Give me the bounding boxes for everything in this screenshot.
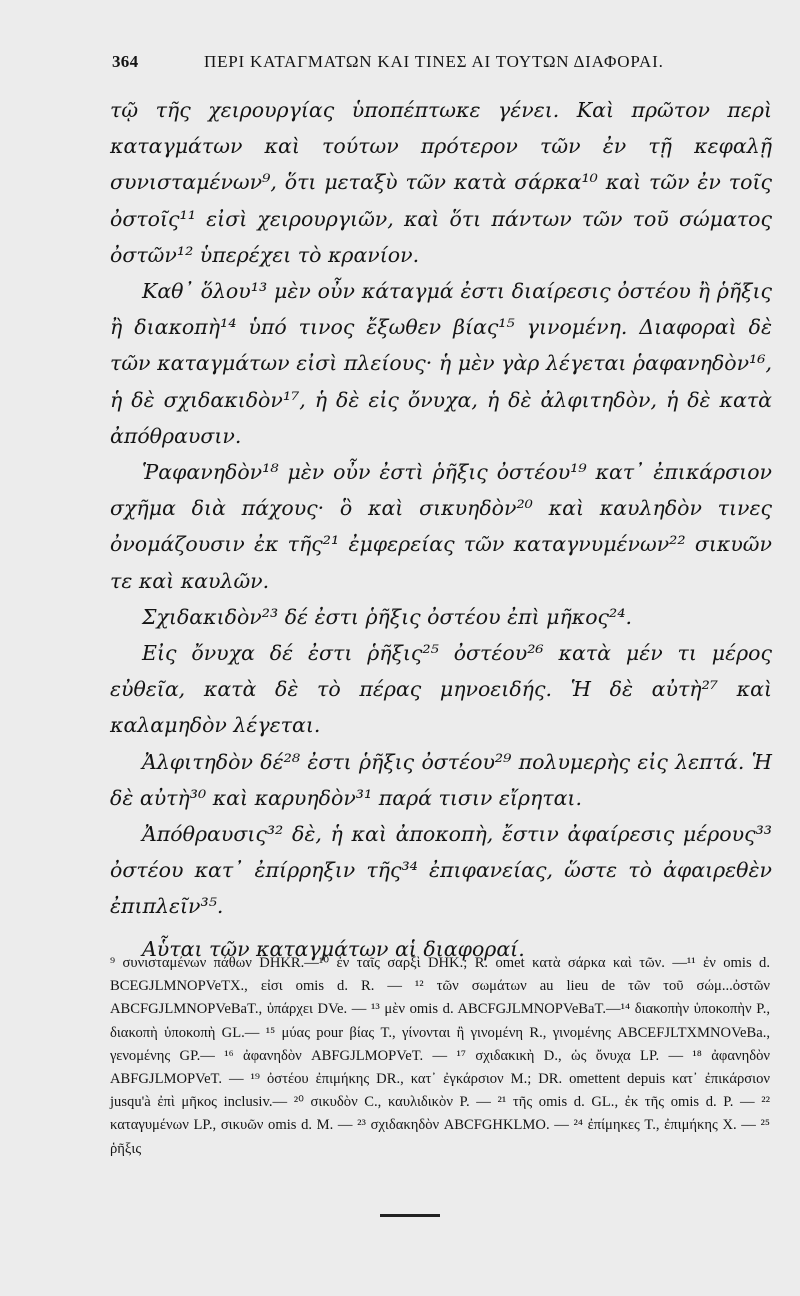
paragraph: τῷ τῆς χειρουργίας ὑποπέπτωκε γένει. Καὶ πρῶτον περὶ καταγμάτων καὶ τούτων πρότερον τῶν ἐν τῇ κεφαλῇ συνισταμένων⁹, ὅτι μεταξὺ τῶν κατὰ σάρκα¹⁰ καὶ τῶν ἐν τοῖς ὀστοῖς¹¹ εἰσὶ χειρουργιῶν, καὶ ὅτι πάντων τῶν τοῦ σώματος ὀστῶν¹² ὑπερέχει τὸ κρανίον. — [110, 98, 772, 267]
paragraph: Σχιδακιδὸν²³ δέ ἐστι ῥῆξις ὀστέου ἐπὶ μῆκος²⁴. — [142, 604, 632, 629]
running-header — [112, 52, 782, 80]
running-title: ΠΕΡΙ ΚΑΤΑΓΜΑΤΩΝ ΚΑΙ ΤΙΝΕΣ ΑΙ ΤΟΥΤΩΝ ΔΙΑΦΟΡΑΙ. — [204, 52, 664, 71]
paragraph: Καθ᾽ ὅλου¹³ μὲν οὖν κάταγμά ἐστι διαίρεσις ὀστέου ἢ ῥῆξις ἢ διακοπὴ¹⁴ ὑπό τινος ἔξωθεν βίας¹⁵ γινομένη. Διαφοραὶ δὲ τῶν καταγμάτων εἰσὶ πλείους· ἡ μὲν γὰρ λέγεται ῥαφανηδὸν¹⁶, ἡ δὲ σχιδακιδὸν¹⁷, ἡ δὲ εἰς ὄνυχα, ἡ δὲ ἀλφιτηδὸν, ἡ δὲ κατὰ ἀπόθραυσιν. — [110, 279, 772, 448]
separator-rule — [380, 1214, 440, 1217]
page-number: 364 — [112, 52, 139, 71]
main-text — [110, 92, 772, 967]
paragraph: Ἀπόθραυσις³² δὲ, ἡ καὶ ἀποκοπὴ, ἔστιν ἀφαίρεσις μέρους³³ ὀστέου κατ᾽ ἐπίρρηξιν τῆς³⁴ ἐπιφανείας, ὥστε τὸ ἀφαιρεθὲν ἐπιπλεῖν³⁵. — [110, 822, 772, 919]
footnote-text: ⁹ συνισταμένων πάθων DHKR.—¹⁰ ἐν ταῖς σαρξὶ DHK.; R. omet κατὰ σάρκα καὶ τῶν. —¹¹ ἐν omis d. BCEGJLMNOPVeTX., εἰσι omis d. R. — ¹² τῶν σωμάτων au lieu de τῶν τοῦ σώμ...ὀστῶν ABCFGJLMNOPVeBaT., ὑπάρχει DVe. — ¹³ μὲν omis d. ABCFGJLMNOPVeBaT.—¹⁴ διακοπὴν ὑποκοπὴν P., διακοπὴ ὑποκοπὴ GL.— ¹⁵ μύας pour βίας T., γίνονται ἢ γινομένη R., γινομένης ABCEFJLTXMNOVeBa., γενομένης GP.— ¹⁶ ἀφανηδὸν ABFGJLMOPVeT. — ¹⁷ σχιδακικὴ D., ὡς ὄνυχα LP. — ¹⁸ ἀφανηδὸν ABFGJLMOPVeT. — ¹⁹ ὀστέου ἐπιμήκης DR., κατ᾽ ἐγκάρσιον M.; DR. omettent depuis κατ᾽ ἐπικάρσιον jusqu'à ἐπὶ μῆκος inclusiv.— ²⁰ σικυδὸν C., καυλιδικὸν P. — ²¹ τῆς omis d. GL., ἐκ τῆς omis d. P. — ²² καταγυμένων LP., σικυῶν omis d. M. — ²³ σχιδακηδὸν ABCFGHKLMO. — ²⁴ ἐπίμηκες T., ἐπιμήκης X. — ²⁵ ῥῆξις — [110, 955, 770, 1157]
paragraph: Ῥαφανηδὸν¹⁸ μὲν οὖν ἐστὶ ῥῆξις ὀστέου¹⁹ κατ᾽ ἐπικάρσιον σχῆμα διὰ πάχους· ὃ καὶ σικυηδὸν²⁰ καὶ καυληδὸν τινες ὀνομάζουσιν ἐκ τῆς²¹ ἐμφερείας τῶν καταγνυμένων²² σικυῶν τε καὶ καυλῶν. — [110, 460, 772, 593]
paragraph: Εἰς ὄνυχα δέ ἐστι ῥῆξις²⁵ ὀστέου²⁶ κατὰ μέν τι μέρος εὐθεῖα, κατὰ δὲ τὸ πέρας μηνοειδής. Ἡ δὲ αὐτὴ²⁷ καὶ καλαμηδὸν λέγεται. — [110, 641, 772, 738]
paragraph: Ἀλφιτηδὸν δέ²⁸ ἐστι ῥῆξις ὀστέου²⁹ πολυμερὴς εἰς λεπτά. Ἡ δὲ αὐτὴ³⁰ καὶ καρυηδὸν³¹ παρά τισιν εἴρηται. — [110, 749, 772, 810]
footnotes — [110, 952, 770, 1161]
paragraph: Αὗται τῶν καταγμάτων αἱ διαφοραί. — [142, 936, 525, 961]
